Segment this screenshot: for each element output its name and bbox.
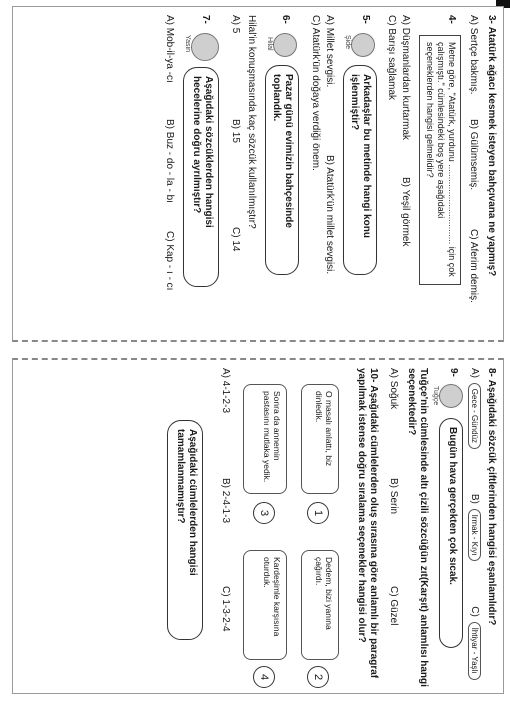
question-6-option-a[interactable]: A) 5 [230, 15, 241, 34]
question-4-number: 4- [446, 15, 457, 24]
speaker-tugce-avatar-icon [439, 384, 463, 408]
question-10-option-b[interactable]: B) 2-4-1-3 [220, 478, 231, 524]
question-7-option-a[interactable]: A) Mob-il-ya -cı [164, 15, 175, 83]
question-10-card-1-number: 1 [307, 502, 329, 524]
question-4-option-a[interactable]: A) Düşmanlardan kurtarmak [400, 15, 411, 141]
question-4-box: Metne göre, "Atatürk, yurdunu ................................ için çok çalışmıştı." cümlesindeki boş yere aşağıdaki seçeneklerden hangisi gelmelidir? [419, 35, 461, 285]
question-3 [485, 15, 497, 335]
question-9-option-a[interactable]: A) Soğuk [388, 368, 399, 410]
question-10-card-2-number: 2 [307, 666, 329, 688]
speaker-hilal-name: Hilal [266, 37, 273, 51]
question-8: 8- Aşağıdaki sözcük çiftlerinden hangisi eşanlamlıdır? [486, 368, 497, 626]
question-9-question: Tuğçe'nin cümlesinde altı çizili sözcüğün zıt(Karşıt) anlamlısı hangi seçenektedir? [406, 368, 429, 687]
speaker-yasin-avatar-icon [191, 33, 219, 61]
question-6-bubble: Pazar günü evimizin bahçesinde toplandık. [265, 65, 299, 275]
question-7-option-c[interactable]: C) Kap - ı - cı [164, 231, 175, 291]
question-9-number: 9- [448, 368, 459, 377]
question-10-card-2: Dedem, bizi yanına çağırdı. [301, 550, 339, 660]
speaker-sude-avatar-icon [351, 33, 375, 57]
question-7-option-b[interactable]: B) Buz - do - la - bı [164, 119, 175, 203]
question-4-option-b[interactable]: B) Yeşil görmek [400, 177, 411, 247]
speaker-tugce-name: Tuğçe [432, 386, 439, 406]
question-10: 10- Aşağıdaki cümlelerden oluş sırasına göre anlamlı bir paragraf yapılmak istense doğru sıralama seçenekler hangisi olur? [356, 368, 379, 679]
question-9-option-c[interactable]: C) Güzel [388, 586, 399, 626]
question-9-bubble: Bugün hava gerçekten çok sıcak. [439, 418, 463, 648]
speaker-sude-name: Şide [344, 35, 351, 50]
question-3-number: 3- [486, 15, 497, 24]
question-10-text: Aşağıdaki cümlelerden oluş sırasına göre anlamlı bir paragraf yapılmak istense doğru sıralama seçenekler hangisi olur? [356, 368, 379, 679]
question-3-option-c[interactable]: C) Aferim demiş. [468, 229, 479, 303]
question-10-card-3-number: 3 [253, 502, 275, 524]
question-3-option-b[interactable]: B) Gülümsemiş. [468, 119, 479, 191]
question-3-option-a[interactable]: A) Sertçe bakmış. [468, 15, 479, 95]
left-panel [12, 6, 504, 342]
question-5-option-c[interactable]: C) Atatürk'ün doğaya verdiği önem. [310, 15, 321, 171]
question-7-bubble: Aşağıdaki sözcüklerden hangisi hecelerine doğru ayrılmıştır? [183, 67, 219, 287]
question-10-card-3: Sonra da annemin pastasını mutlaka yedik. [243, 384, 287, 494]
question-5-number: 5- [360, 15, 371, 24]
question-10-card-4-number: 4 [253, 666, 275, 688]
question-5-option-a[interactable]: A) Millet sevgisi. [324, 15, 335, 88]
speaker-hilal-avatar-icon [273, 33, 297, 57]
question-11-bubble: Aşağıdaki cümlelerden hangisi tamamlanmamıştır? [167, 420, 203, 640]
question-10-card-4: Kardeşimle karşısına oturduk. [243, 550, 287, 660]
question-6-question: Hilal'in konuşmasında kaç sözcük kullanılmıştır? [246, 15, 257, 229]
question-7-number: 7- [200, 15, 211, 24]
question-10-card-1: O masalı anlattı, biz dinledik. [301, 384, 339, 494]
question-6-option-c[interactable]: C) 14 [230, 227, 241, 252]
question-9-option-b[interactable]: B) Serin [388, 478, 399, 515]
question-4-option-c[interactable]: C) Barışı sağlamak [386, 15, 397, 101]
question-8-option-a[interactable]: Gece - Gündüz [468, 383, 481, 449]
question-3-text: Atatürk ağacı kesmek isteyen bahçıvana ne yapmış? [486, 26, 497, 277]
question-6-number: 6- [280, 15, 291, 24]
question-8-options: A) Gece - Gündüz B) Irmak - Kıyı C) İhtiyar - Yaşlı [468, 368, 481, 682]
question-6-option-b[interactable]: B) 15 [230, 119, 241, 143]
speaker-yasin-name: Yasin [184, 35, 191, 52]
question-5-option-b[interactable]: B) Atatürk'ün millet sevgisi. [324, 155, 335, 275]
right-panel [12, 358, 504, 694]
question-8-option-c[interactable]: İhtiyar - Yaşlı [468, 622, 481, 680]
question-8-text: Aşağıdaki sözcük çiftlerinden hangisi eşanlamlıdır? [486, 379, 497, 626]
question-10-option-a[interactable]: A) 4-1-2-3 [220, 368, 231, 414]
question-5-bubble: Arkadaşlar bu metinde hangi konu işlenmiştir? [343, 65, 377, 275]
question-8-option-b[interactable]: Irmak - Kıyı [468, 509, 481, 562]
question-10-option-c[interactable]: C) 1-3-2-4 [220, 586, 231, 632]
